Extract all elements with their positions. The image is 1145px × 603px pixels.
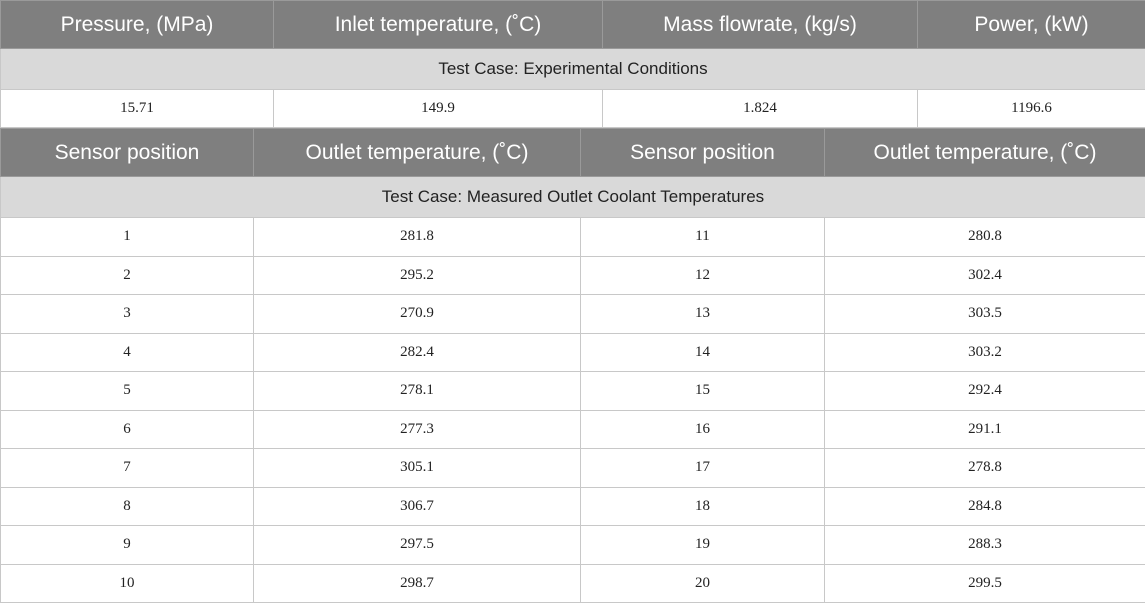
outlet-header-row	[1, 129, 1145, 177]
conditions-caption: Test Case: Experimental Conditions	[1, 49, 1145, 90]
header-sensor-position-right: Sensor position	[581, 129, 825, 177]
header-power: Power, (kW)	[918, 1, 1145, 49]
table-row	[1, 449, 1145, 488]
outlet-temperature-cell: 282.4	[254, 333, 581, 372]
sensor-position-cell: 14	[581, 333, 825, 372]
sensor-position-cell: 4	[1, 333, 254, 372]
conditions-caption-row	[1, 49, 1145, 90]
sensor-position-cell: 9	[1, 526, 254, 565]
outlet-temperature-cell: 302.4	[825, 256, 1145, 295]
outlet-temperature-cell: 278.1	[254, 372, 581, 411]
header-sensor-position-left: Sensor position	[1, 129, 254, 177]
table-row	[1, 256, 1145, 295]
power-value: 1196.6	[918, 90, 1145, 128]
sensor-position-cell: 12	[581, 256, 825, 295]
sensor-position-cell: 5	[1, 372, 254, 411]
outlet-temperature-cell: 305.1	[254, 449, 581, 488]
outlet-temperature-cell: 303.5	[825, 295, 1145, 334]
outlet-temperature-cell: 278.8	[825, 449, 1145, 488]
sensor-position-cell: 1	[1, 218, 254, 257]
conditions-header-row	[1, 1, 1145, 49]
sensor-position-cell: 10	[1, 564, 254, 603]
outlet-temperature-cell: 298.7	[254, 564, 581, 603]
conditions-value-row	[1, 90, 1145, 128]
header-pressure: Pressure, (MPa)	[1, 1, 274, 49]
outlet-temperature-cell: 299.5	[825, 564, 1145, 603]
outlet-caption-row	[1, 177, 1145, 218]
outlet-rows	[1, 218, 1145, 603]
table-row	[1, 295, 1145, 334]
sensor-position-cell: 2	[1, 256, 254, 295]
header-mass-flowrate: Mass flowrate, (kg/s)	[603, 1, 918, 49]
outlet-temperature-cell: 284.8	[825, 487, 1145, 526]
outlet-temperature-cell: 270.9	[254, 295, 581, 334]
sensor-position-cell: 8	[1, 487, 254, 526]
pressure-value: 15.71	[1, 90, 274, 128]
header-inlet-temperature: Inlet temperature, (˚C)	[274, 1, 603, 49]
table-row	[1, 564, 1145, 603]
outlet-temperature-cell: 306.7	[254, 487, 581, 526]
outlet-temperature-cell: 297.5	[254, 526, 581, 565]
table-row	[1, 218, 1145, 257]
header-outlet-temperature-left: Outlet temperature, (˚C)	[254, 129, 581, 177]
header-outlet-temperature-right: Outlet temperature, (˚C)	[825, 129, 1145, 177]
table-row	[1, 372, 1145, 411]
sensor-position-cell: 6	[1, 410, 254, 449]
sensor-position-cell: 17	[581, 449, 825, 488]
outlet-temperature-cell: 292.4	[825, 372, 1145, 411]
outlet-temperature-cell: 281.8	[254, 218, 581, 257]
sensor-position-cell: 16	[581, 410, 825, 449]
outlet-temperature-cell: 291.1	[825, 410, 1145, 449]
outlet-temperature-cell: 295.2	[254, 256, 581, 295]
outlet-temperature-cell: 288.3	[825, 526, 1145, 565]
outlet-caption: Test Case: Measured Outlet Coolant Temperatures	[1, 177, 1145, 218]
table-row	[1, 410, 1145, 449]
table-row	[1, 487, 1145, 526]
outlet-temperature-cell: 280.8	[825, 218, 1145, 257]
sensor-position-cell: 13	[581, 295, 825, 334]
sensor-position-cell: 3	[1, 295, 254, 334]
outlet-temperature-cell: 277.3	[254, 410, 581, 449]
sensor-position-cell: 18	[581, 487, 825, 526]
experimental-conditions-table	[0, 0, 1145, 128]
inlet-temperature-value: 149.9	[274, 90, 603, 128]
outlet-temperature-cell: 303.2	[825, 333, 1145, 372]
sensor-position-cell: 11	[581, 218, 825, 257]
sensor-position-cell: 20	[581, 564, 825, 603]
mass-flowrate-value: 1.824	[603, 90, 918, 128]
sensor-position-cell: 19	[581, 526, 825, 565]
sensor-position-cell: 15	[581, 372, 825, 411]
table-row	[1, 333, 1145, 372]
outlet-temperatures-table	[0, 128, 1145, 603]
table-row	[1, 526, 1145, 565]
sensor-position-cell: 7	[1, 449, 254, 488]
